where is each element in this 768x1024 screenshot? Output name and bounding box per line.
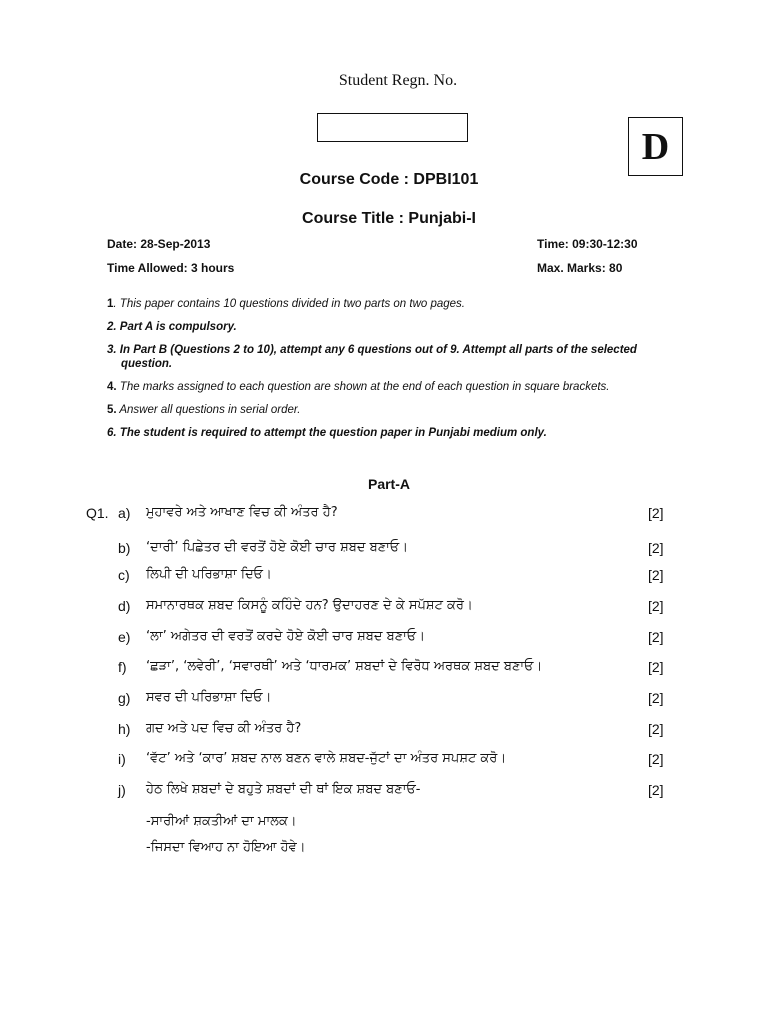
- question-text: ਸਵਰ ਦੀ ਪਰਿਭਾਸ਼ਾ ਦਿਓ।: [146, 690, 272, 705]
- question-text: ਗਦ ਅਤੇ ਪਦ ਵਿਚ ਕੀ ਅੰਤਰ ਹੈ?: [146, 721, 302, 736]
- instruction-item: 1. This paper contains 10 questions divided in two parts on two pages.: [107, 298, 466, 310]
- question-text: ਲਿਪੀ ਦੀ ਪਰਿਭਾਸ਼ਾ ਦਿਓ।: [146, 567, 272, 582]
- time-allowed: Time Allowed: 3 hours: [107, 261, 235, 275]
- question-label: c): [118, 567, 130, 583]
- question-marks: [2]: [648, 751, 664, 767]
- question-label: f): [118, 659, 127, 675]
- instruction-item: 5. Answer all questions in serial order.: [107, 404, 301, 416]
- question-label: e): [118, 629, 131, 645]
- question-label: j): [118, 782, 126, 798]
- question-label: i): [118, 751, 126, 767]
- question-marks: [2]: [648, 782, 664, 798]
- question-number: Q1.: [86, 505, 109, 521]
- instruction-item: 4. The marks assigned to each question are shown at the end of each question in square brackets.: [107, 381, 610, 393]
- question-text: ਹੇਠ ਲਿਖੇ ਸ਼ਬਦਾਂ ਦੇ ਬਹੁਤੇ ਸ਼ਬਦਾਂ ਦੀ ਥਾਂ ਇਕ ਸ਼ਬਦ ਬਣਾਓ-: [146, 782, 421, 797]
- question-label: d): [118, 598, 131, 614]
- question-label: b): [118, 540, 131, 556]
- regn-number-box: [317, 113, 468, 142]
- exam-date: Date: 28-Sep-2013: [107, 237, 211, 251]
- instruction-item: 2. Part A is compulsory.: [107, 321, 237, 333]
- question-marks: [2]: [648, 721, 664, 737]
- question-marks: [2]: [648, 598, 664, 614]
- max-marks: Max. Marks: 80: [537, 261, 623, 275]
- question-text: ‘ਵੱਟ’ ਅਤੇ ‘ਕਾਰ’ ਸ਼ਬਦ ਨਾਲ ਬਣਨ ਵਾਲੇ ਸ਼ਬਦ-ਜੁੱਟਾਂ ਦਾ ਅੰਤਰ ਸਪਸ਼ਟ ਕਰੋ।: [146, 751, 507, 766]
- question-marks: [2]: [648, 505, 664, 521]
- question-marks: [2]: [648, 690, 664, 706]
- part-a-heading: Part-A: [367, 476, 410, 492]
- question-text: ‘ਲਾ’ ਅਗੇਤਰ ਦੀ ਵਰਤੋਂ ਕਰਦੇ ਹੋਏ ਕੋਈ ਚਾਰ ਸ਼ਬਦ ਬਣਾਓ।: [146, 629, 425, 644]
- student-regn-label: Student Regn. No.: [338, 72, 458, 89]
- question-text: ਮੁਹਾਵਰੇ ਅਤੇ ਆਖਾਣ ਵਿਚ ਕੀ ਅੰਤਰ ਹੈ?: [146, 505, 338, 520]
- question-text: ‘ਦਾਰੀ’ ਪਿਛੇਤਰ ਦੀ ਵਰਤੋਂ ਹੋਏ ਕੋਈ ਚਾਰ ਸ਼ਬਦ ਬਣਾਓ।: [146, 540, 408, 555]
- question-label: a): [118, 505, 131, 521]
- instruction-item: 3. In Part B (Questions 2 to 10), attempt any 6 questions out of 9. Attempt all parts of the selected question.: [107, 344, 637, 370]
- question-sub-item: -ਜਿਸਦਾ ਵਿਆਹ ਨਾ ਹੋਇਆ ਹੋਵੇ।: [146, 840, 306, 855]
- course-title: Course Title : Punjabi-I: [302, 210, 476, 227]
- question-marks: [2]: [648, 567, 664, 583]
- course-code: Course Code : DPBI101: [299, 171, 479, 188]
- instruction-item: 6. The student is required to attempt the question paper in Punjabi medium only.: [107, 427, 547, 439]
- question-sub-item: -ਸਾਰੀਆਂ ਸ਼ਕਤੀਆਂ ਦਾ ਮਾਲਕ।: [146, 814, 297, 829]
- question-label: g): [118, 690, 131, 706]
- paper-set-badge: D: [628, 117, 683, 176]
- question-text: ‘ਛੜਾ’, ‘ਲਵੇਰੀ’, ‘ਸਵਾਰਥੀ’ ਅਤੇ ‘ਧਾਰਮਕ’ ਸ਼ਬਦਾਂ ਦੇ ਵਿਰੋਧ ਅਰਥਕ ਸ਼ਬਦ ਬਣਾਓ।: [146, 659, 543, 674]
- question-marks: [2]: [648, 629, 664, 645]
- question-marks: [2]: [648, 659, 664, 675]
- question-text: ਸਮਾਨਾਰਥਕ ਸ਼ਬਦ ਕਿਸਨੂੰ ਕਹਿੰਦੇ ਹਨ? ਉਦਾਹਰਣ ਦੇ ਕੇ ਸਪੱਸ਼ਟ ਕਰੋ।: [146, 598, 473, 613]
- exam-time: Time: 09:30-12:30: [537, 237, 638, 251]
- question-marks: [2]: [648, 540, 664, 556]
- question-label: h): [118, 721, 131, 737]
